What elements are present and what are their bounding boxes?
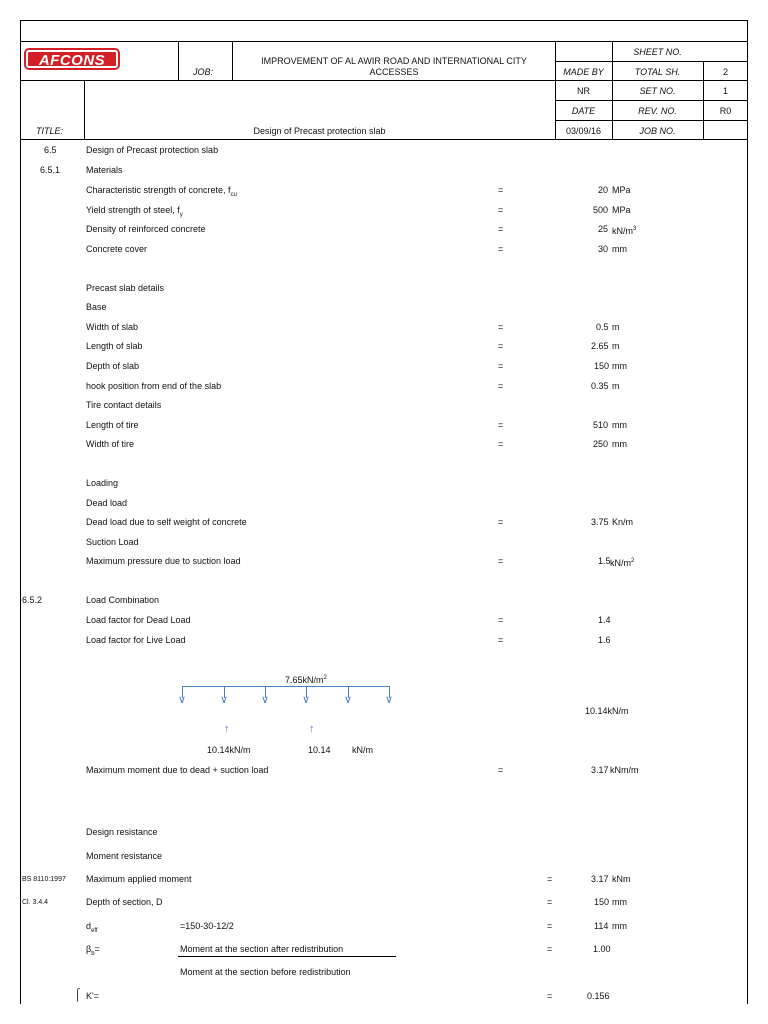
tire-width-value: 250 <box>593 439 609 449</box>
code-ref-clause: Cl. 3.4.4 <box>22 899 49 906</box>
job-label: JOB: <box>193 67 214 77</box>
fy-label <box>86 205 183 221</box>
design-resistance-heading: Design resistance <box>86 827 158 837</box>
made-by-value: NR <box>577 86 590 96</box>
slab-details-heading: Precast slab details <box>86 283 165 293</box>
eq-beta: = <box>547 944 553 954</box>
eq-fy: = <box>498 205 504 215</box>
fcu-value: 20 <box>598 185 609 195</box>
deff-sub: eff <box>91 927 98 934</box>
length-label: Length of slab <box>86 341 143 351</box>
eq-max-moment: = <box>498 765 504 775</box>
job-title: IMPROVEMENT OF AL AWIR ROAD AND INTERNATIONAL CITY ACCESSES <box>261 56 527 77</box>
density-sup: 3 <box>633 226 637 232</box>
beta-sub: b <box>91 950 95 957</box>
reaction-right-unit: kN/m <box>607 706 629 716</box>
eq-dl-self: = <box>498 517 504 527</box>
header-line-5 <box>555 120 748 121</box>
depth-section-label: Depth of section, D <box>86 897 163 907</box>
down-arrow-icon: ∨ <box>261 694 270 706</box>
suction-label: Maximum pressure due to suction load <box>86 556 241 566</box>
applied-unit: kNm <box>612 874 631 884</box>
tire-length-value: 510 <box>593 420 609 430</box>
eq-width: = <box>498 322 504 332</box>
up-arrow-icon: ↑ <box>309 723 315 735</box>
reaction-right-value: 10.14 <box>585 706 608 716</box>
section-6-5-2-num: 6.5.2 <box>22 595 43 605</box>
applied-label: Maximum applied moment <box>86 874 192 884</box>
date-label: DATE <box>571 106 596 116</box>
base-heading: Base <box>86 302 107 312</box>
width-value: 0.5 <box>596 322 609 332</box>
lf-dead-label: Load factor for Dead Load <box>86 615 191 625</box>
dl-self-label: Dead load due to self weight of concrete <box>86 517 247 527</box>
dl-self-value: 3.75 <box>591 517 609 527</box>
total-sh-value: 2 <box>722 67 728 77</box>
density-unit <box>612 224 636 237</box>
density-label: Density of reinforced concrete <box>86 224 206 234</box>
eq-density: = <box>498 224 504 234</box>
up-arrow-icon: ↑ <box>224 723 230 735</box>
lf-live-value: 1.6 <box>598 635 611 645</box>
set-no-value: 1 <box>722 86 728 96</box>
eq-fcu: = <box>498 185 504 195</box>
deff-label <box>86 921 98 937</box>
depth-unit: mm <box>612 361 627 371</box>
udl-unit: kN/m <box>302 675 324 685</box>
eq-tire-width: = <box>498 439 504 449</box>
fraction-bar <box>178 956 396 957</box>
tire-length-label: Length of tire <box>86 420 139 430</box>
eq-length: = <box>498 341 504 351</box>
hook-label: hook position from end of the slab <box>86 381 222 391</box>
brace-icon: ⌠ <box>74 987 82 1001</box>
header-line-3 <box>20 80 748 81</box>
lf-dead-value: 1.4 <box>598 615 611 625</box>
section-6-5-2-title: Load Combination <box>86 595 160 605</box>
section-6-5-1-num: 6.5.1 <box>40 165 61 175</box>
beta-eq: = <box>94 944 100 954</box>
cover-unit: mm <box>612 244 627 254</box>
fy-label-text: Yield strength of steel, f <box>86 205 180 215</box>
eq-deff: = <box>547 921 553 931</box>
dead-load-heading: Dead load <box>86 498 128 508</box>
total-sh-label: TOTAL SH. <box>634 67 681 77</box>
header-line-6 <box>20 139 748 140</box>
frame-right <box>747 20 748 1004</box>
eq-lf-live: = <box>498 635 504 645</box>
length-unit: m <box>612 341 620 351</box>
density-value: 25 <box>598 224 609 234</box>
suction-load-heading: Suction Load <box>86 537 139 547</box>
width-label: Width of slab <box>86 322 139 332</box>
title-value: Design of Precast protection slab <box>253 126 386 136</box>
tire-width-unit: mm <box>612 439 627 449</box>
code-ref-bs8110: BS 8110:1997 <box>22 876 66 883</box>
down-arrow-icon: ∨ <box>220 694 229 706</box>
udl-beam-line <box>182 686 390 687</box>
moment-resistance-heading: Moment resistance <box>86 851 163 861</box>
eq-cover: = <box>498 244 504 254</box>
fcu-sub: cu <box>230 191 237 198</box>
reaction-left <box>207 745 251 756</box>
made-by-label: MADE BY <box>563 67 604 77</box>
reaction-left-value: 10.14 <box>207 745 230 755</box>
reaction-mid-unit: kN/m <box>352 745 373 755</box>
deff-value: 114 <box>594 921 609 931</box>
depth-section-unit: mm <box>612 897 627 907</box>
eq-depth-section: = <box>547 897 553 907</box>
reaction-right <box>585 706 629 717</box>
down-arrow-icon: ∨ <box>344 694 353 706</box>
header-line-2 <box>555 61 748 62</box>
depth-section-value: 150 <box>594 897 610 907</box>
eq-k: = <box>547 991 553 1001</box>
reaction-mid-value: 10.14 <box>308 745 331 755</box>
header-line-1 <box>20 41 748 42</box>
tire-width-label: Width of tire <box>86 439 135 449</box>
fy-sub: y <box>179 211 183 218</box>
eq-depth: = <box>498 361 504 371</box>
width-unit: m <box>612 322 620 332</box>
fy-unit: MPa <box>612 205 631 215</box>
density-unit-text: kN/m <box>612 226 633 236</box>
udl-value: 7.65 <box>285 675 303 685</box>
afcons-logo <box>24 48 120 70</box>
k-value: 0.156 <box>587 991 610 1001</box>
k-label: K'= <box>86 991 99 1001</box>
header-line-4 <box>555 100 748 101</box>
fcu-label <box>86 185 237 201</box>
cover-value: 30 <box>598 244 609 254</box>
suction-sup: 2 <box>631 558 635 564</box>
vline-c <box>232 41 233 81</box>
length-value: 2.65 <box>591 341 609 351</box>
hook-value: 0.35 <box>591 381 609 391</box>
down-arrow-icon: ∨ <box>178 694 187 706</box>
date-value: 03/09/16 <box>565 126 602 136</box>
eq-suction: = <box>498 556 504 566</box>
reaction-left-unit: kN/m <box>229 745 251 755</box>
frame-left <box>20 20 21 1004</box>
title-label: TITLE: <box>36 126 64 136</box>
beta-value: 1.00 <box>593 944 611 954</box>
section-6-5-title: Design of Precast protection slab <box>86 145 219 155</box>
suction-value: 1.5 <box>598 556 611 566</box>
beta-label-text: β <box>86 944 92 954</box>
eq-applied: = <box>547 874 553 884</box>
set-no-label: SET NO. <box>639 86 676 96</box>
udl-sup: 2 <box>323 675 327 681</box>
max-moment-value: 3.17 <box>591 765 609 775</box>
suction-unit-text: kN/m <box>610 558 631 568</box>
down-arrow-icon: ∨ <box>385 694 394 706</box>
deff-expression: =150-30-12/2 <box>180 921 234 931</box>
max-moment-unit: kNm/m <box>610 765 639 775</box>
fcu-unit: MPa <box>612 185 631 195</box>
cover-label: Concrete cover <box>86 244 148 254</box>
eq-hook: = <box>498 381 504 391</box>
tire-length-unit: mm <box>612 420 627 430</box>
tire-details-heading: Tire contact details <box>86 400 162 410</box>
suction-unit <box>610 556 634 569</box>
frame-top <box>20 20 748 21</box>
depth-value: 150 <box>594 361 610 371</box>
loading-heading: Loading <box>86 478 119 488</box>
rev-no-value: R0 <box>719 106 732 116</box>
applied-value: 3.17 <box>591 874 609 884</box>
deff-unit: mm <box>612 921 627 931</box>
beta-denominator: Moment at the section before redistribution <box>180 967 351 977</box>
logo-text: AFCONS <box>26 50 118 68</box>
lf-live-label: Load factor for Live Load <box>86 635 186 645</box>
eq-lf-dead: = <box>498 615 504 625</box>
beta-numerator: Moment at the section after redistribution <box>180 944 344 954</box>
fcu-label-text: Characteristic strength of concrete, f <box>86 185 231 195</box>
fy-value: 500 <box>593 205 609 215</box>
rev-no-label: REV. NO. <box>638 106 677 116</box>
deff-label-text: d <box>86 921 92 931</box>
section-6-5-1-title: Materials <box>86 165 123 175</box>
max-moment-label: Maximum moment due to dead + suction load <box>86 765 269 775</box>
down-arrow-icon: ∨ <box>302 694 311 706</box>
eq-tire-length: = <box>498 420 504 430</box>
dl-self-unit: Kn/m <box>612 517 634 527</box>
section-6-5-num: 6.5 <box>44 145 57 155</box>
depth-label: Depth of slab <box>86 361 140 371</box>
job-no-label: JOB NO. <box>639 126 676 136</box>
beta-label <box>86 944 100 960</box>
vline-b <box>178 41 179 81</box>
udl-label <box>285 673 327 686</box>
sheet-no-label: SHEET NO. <box>633 47 682 57</box>
hook-unit: m <box>612 381 620 391</box>
